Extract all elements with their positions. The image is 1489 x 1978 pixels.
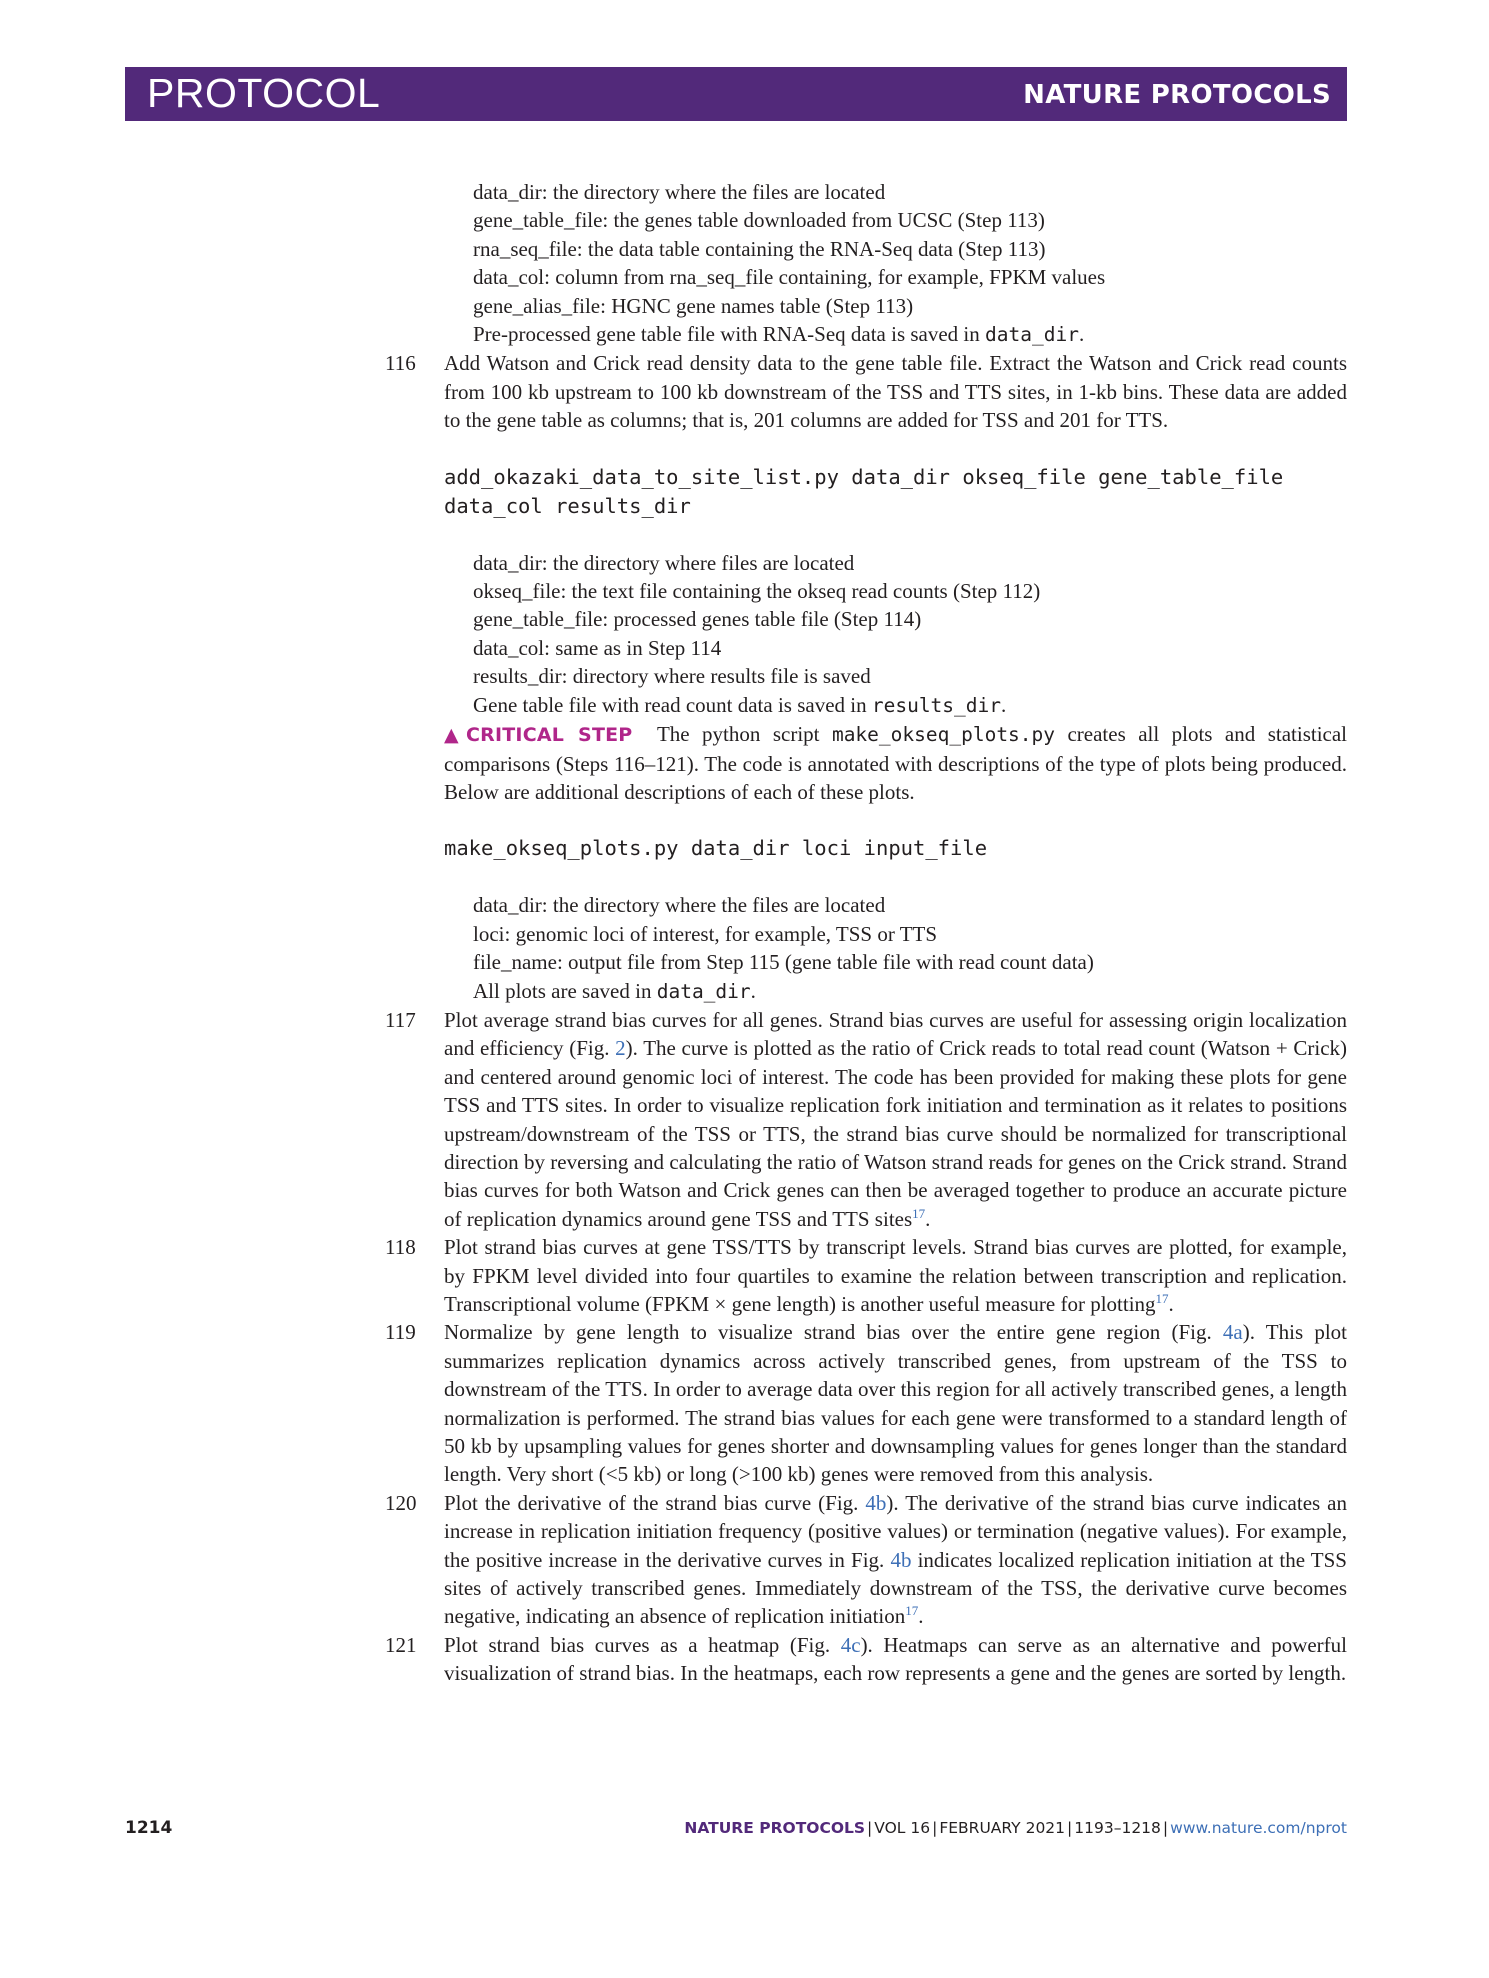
footer-volume: VOL 16 xyxy=(874,1819,931,1837)
param-item: gene_table_file: the genes table downloaded from UCSC (Step 113) xyxy=(473,208,1045,233)
footer-citation: NATURE PROTOCOLS | VOL 16 | FEBRUARY 2021 | 1193–1218 | www.nature.com/nprot xyxy=(684,1819,1347,1837)
step-119: 119 Normalize by gene length to visualize strand bias over the entire gene region (Fig. 4a). This plot summarizes replication dynamics across actively transcribed genes, from upstream of the TSS to downstream of the TTS. In order to average data over this region for all actively transcribed genes, a length normalization is performed. The strand bias values for each gene were transformed to a standard length of 50 kb by upsampling values for genes shorter and downsampling values for genes longer than the standard length. Very short (<5 kb) or long (>100 kb) genes were removed from this analysis. xyxy=(385,1320,1347,1487)
saved-note: Pre-processed gene table file with RNA-Seq data is saved in data_dir. xyxy=(473,322,1085,347)
figure-link[interactable]: 4c xyxy=(840,1632,861,1657)
step-118: 118 Plot strand bias curves at gene TSS/TTS by transcript levels. Strand bias curves are plotted, for example, by FPKM level divided into four quartiles to examine the relation between transcription and replication. Transcriptional volume (FPKM × gene length) is another useful measure for plotting$^{17}$. xyxy=(385,1235,1347,1316)
step-number: 120 xyxy=(385,1490,417,1515)
param-item: data_col: column from rna_seq_file containing, for example, FPKM values xyxy=(473,265,1106,290)
critical-step: ▲CRITICAL STEP The python script make_okseq_plots.py creates all plots and statistical comparisons (Steps 116–121). The code is annotated with descriptions of the type of plots being produced. Below are additional descriptions of each of these plots. xyxy=(444,722,1348,804)
footer-url-link[interactable]: www.nature.com/nprot xyxy=(1170,1819,1347,1837)
step-number: 118 xyxy=(385,1235,416,1260)
figure-link[interactable]: 4a xyxy=(1222,1320,1243,1345)
critical-label: CRITICAL STEP xyxy=(466,724,633,747)
param-item: results_dir: directory where results file is saved xyxy=(473,664,871,689)
param-item: okseq_file: the text file containing the okseq read counts (Step 112) xyxy=(473,579,1041,604)
param-item: gene_table_file: processed genes table file (Step 114) xyxy=(473,607,922,632)
param-item: loci: genomic loci of interest, for example, TSS or TTS xyxy=(473,921,938,946)
step-number: 116 xyxy=(385,351,416,376)
footer-journal: NATURE PROTOCOLS xyxy=(684,1819,866,1837)
reference-link[interactable]: 17 xyxy=(912,1205,926,1221)
section-label: PROTOCOL xyxy=(147,70,381,116)
figure-link[interactable]: 4b xyxy=(890,1547,912,1572)
step-number: 119 xyxy=(385,1320,416,1345)
step-121: 121 Plot strand bias curves as a heatmap (Fig. 4c). Heatmaps can serve as an alternative and powerful visualization of strand bias. In the heatmaps, each row represents a gene and the genes are sorted by length. xyxy=(385,1632,1347,1686)
step-117: 117 Plot average strand bias curves for all genes. Strand bias curves are useful for assessing origin localization and efficiency (Fig. 2). The curve is plotted as the ratio of Crick reads to total read count (Watson + Crick) and centered around genomic loci of interest. The code has been provided for making these plots for gene TSS and TTS sites. In order to visualize replication fork initiation and termination as it relates to positions upstream/downstream of the TSS or TTS, the strand bias curve should be normalized for transcriptional direction by reversing and calculating the ratio of Watson strand reads for genes on the Crick strand. Strand bias curves for both Watson and Crick genes can then be averaged together to produce an accurate picture of replication dynamics around gene TSS and TTS sites$^{17}$. xyxy=(385,1007,1348,1231)
param-item: data_dir: the directory where files are located xyxy=(473,550,855,575)
param-item: data_dir: the directory where the files are located xyxy=(473,180,886,204)
saved-note: Gene table file with read count data is saved in results_dir. xyxy=(473,692,1007,717)
param-item: gene_alias_file: HGNC gene names table (Step 113) xyxy=(473,293,914,318)
code-block xyxy=(385,463,1347,521)
step-number: 121 xyxy=(385,1632,417,1657)
figure-link[interactable]: 4b xyxy=(865,1490,887,1515)
param-list xyxy=(385,891,1347,1006)
main-content xyxy=(385,178,1347,1688)
footer-pages: 1193–1218 xyxy=(1074,1819,1161,1837)
journal-label: NATURE PROTOCOLS xyxy=(1023,80,1331,110)
page-header xyxy=(125,67,1347,121)
code-line: add_okazaki_data_to_site_list.py data_dir okseq_file gene_table_file xyxy=(444,464,1284,489)
inline-code: results_dir xyxy=(871,693,1001,717)
saved-note: All plots are saved in data_dir. xyxy=(473,978,756,1003)
step-text: Add Watson and Crick read density data to the gene table file. Extract the Watson and Crick read counts from 100 kb upstream to 100 kb downstream of the TSS and TTS sites, in 1-kb bins. These data are added to the gene table as columns; that is, 201 columns are added for TSS and 201 for TTS. xyxy=(444,351,1347,433)
code-block xyxy=(385,834,1347,863)
code-line: data_col results_dir xyxy=(444,493,691,518)
reference-link[interactable]: 17 xyxy=(905,1603,919,1619)
param-item: file_name: output file from Step 115 (gene table file with read count data) xyxy=(473,950,1094,975)
footer-date: FEBRUARY 2021 xyxy=(939,1819,1066,1837)
param-list xyxy=(385,549,1347,720)
inline-code: data_dir xyxy=(656,979,751,1003)
step-120: 120 Plot the derivative of the strand bias curve (Fig. 4b). The derivative of the strand bias curve indicates an increase in replication initiation frequency (positive values) or termination (negative values). For example, the positive increase in the derivative curves in Fig. 4b indicates localized replication initiation at the TSS sites of actively transcribed genes. Immediately downstream of the TSS, the derivative curve becomes negative, indicating an absence of replication initiation$^{17}$. xyxy=(385,1490,1347,1629)
code-line: make_okseq_plots.py data_dir loci input_file xyxy=(444,836,988,861)
param-item: rna_seq_file: the data table containing the RNA-Seq data (Step 113) xyxy=(473,236,1046,261)
step-116 xyxy=(385,349,1347,434)
inline-code: data_dir xyxy=(985,323,1079,347)
warning-triangle-icon: ▲ xyxy=(444,724,467,747)
inline-code: make_okseq_plots.py xyxy=(831,723,1056,747)
step-number: 117 xyxy=(385,1007,416,1032)
param-list xyxy=(385,178,1347,349)
page-number: 1214 xyxy=(125,1818,173,1838)
param-item: data_col: same as in Step 114 xyxy=(473,635,722,660)
reference-link[interactable]: 17 xyxy=(1155,1291,1169,1306)
param-item: data_dir: the directory where the files are located xyxy=(473,893,886,918)
figure-link[interactable]: 2 xyxy=(615,1036,626,1061)
